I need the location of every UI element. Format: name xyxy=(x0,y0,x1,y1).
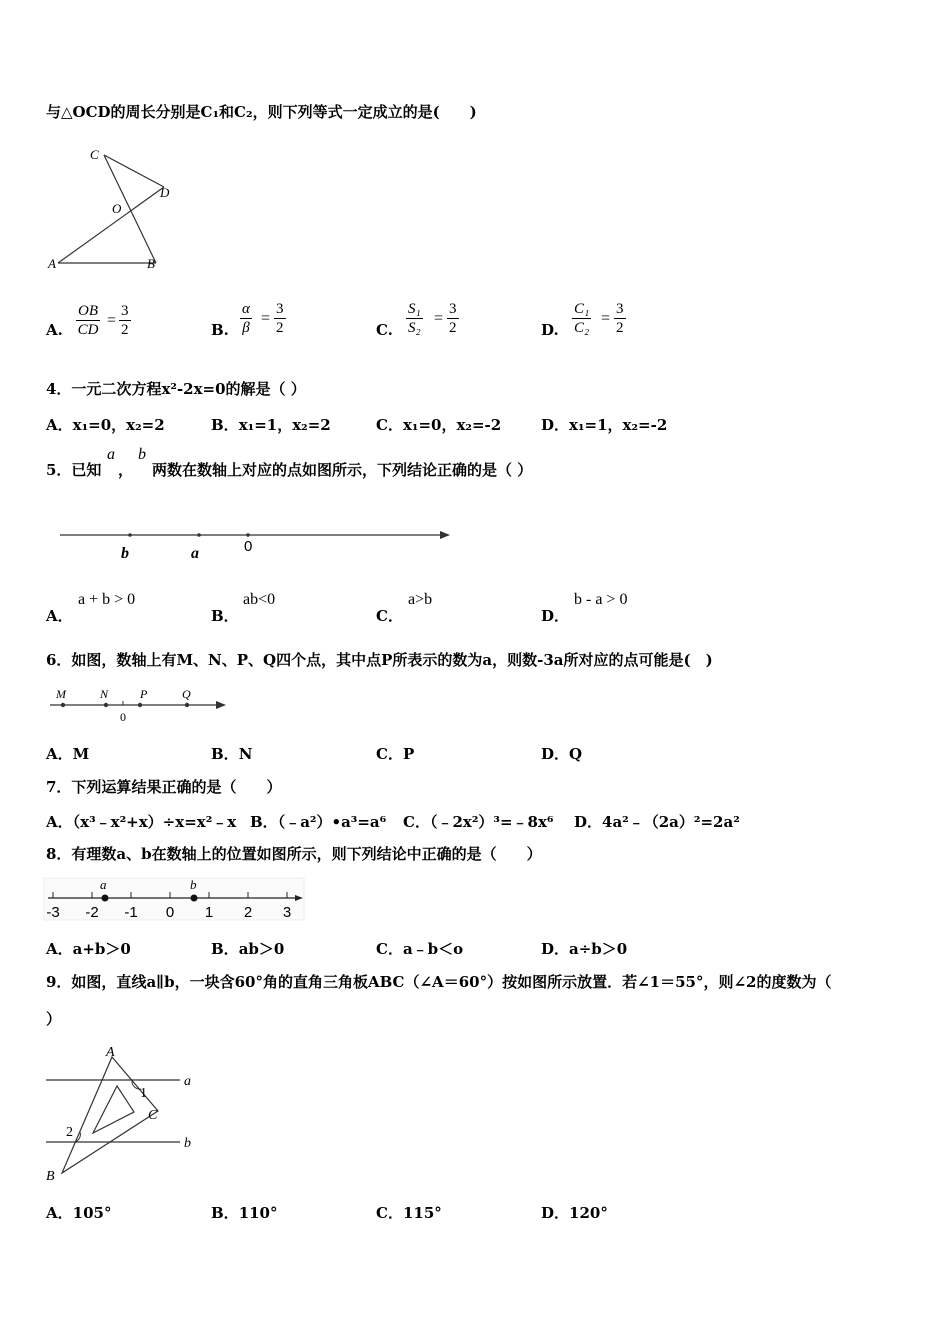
q3-option-c-ratio xyxy=(447,300,459,337)
q6-option-a-text: M xyxy=(72,745,90,763)
q9-option-c-text: 115° xyxy=(402,1204,442,1222)
q4-option-b-text: x₁=1，x₂=2 xyxy=(238,416,331,434)
q9-option-a xyxy=(46,1202,111,1223)
q9-option-c xyxy=(376,1202,442,1223)
q4-option-d-label: D． xyxy=(541,416,570,434)
q3-option-b-eq: = xyxy=(261,310,271,327)
q9-option-a-text: 105° xyxy=(72,1204,112,1222)
q6-option-b xyxy=(211,743,252,764)
q3-label-c: C xyxy=(90,147,99,162)
q9-option-a-label: A． xyxy=(46,1204,73,1222)
q5-option-d-label: D． xyxy=(541,607,570,625)
q5-stem-pre: 5．已知 xyxy=(46,461,102,479)
q3-option-a-num: OB xyxy=(78,303,98,319)
q9-stem-line1: 9．如图，直线a∥b，一块含60°角的直角三角板ABC（∠A＝60°）按如图所示放置．若∠1＝55°，则∠2的度数为（ xyxy=(46,973,832,991)
q3-option-a-den: CD xyxy=(77,322,99,338)
q5-option-c-label: C． xyxy=(376,607,403,625)
q3-label-d: D xyxy=(160,185,170,200)
q8-point-b xyxy=(191,895,198,902)
q9-label-point-c: C xyxy=(148,1108,158,1123)
q8-tick-label: 1 xyxy=(204,904,214,921)
q3-option-b-ratio xyxy=(274,300,286,337)
q3-option-b-label: B. xyxy=(211,321,229,339)
q5-sep: ， xyxy=(118,461,134,479)
q9-label-point-a: A xyxy=(106,1045,115,1060)
q8-option-a-label: A． xyxy=(46,940,73,958)
q3-option-a-fraction xyxy=(76,302,100,339)
q8-tick-label: -2 xyxy=(85,904,99,921)
q3-option-d-fraction xyxy=(572,300,591,337)
q4-option-a-label: A． xyxy=(46,416,73,434)
q5-option-a-text: a + b > 0 xyxy=(78,591,136,608)
q4-option-a-text: x₁=0，x₂=2 xyxy=(72,416,165,434)
q6-option-d xyxy=(541,743,582,764)
q9-option-d-label: D． xyxy=(541,1204,570,1222)
q7-option-b xyxy=(250,811,386,832)
q8-option-d-label: D． xyxy=(541,940,570,958)
q3-option-a-ratio xyxy=(119,302,131,339)
q9-option-b-text: 110° xyxy=(238,1204,278,1222)
q4-option-a xyxy=(46,414,165,435)
q5-option-c-text: a>b xyxy=(408,591,433,608)
q3-option-b-rden: 2 xyxy=(276,320,284,336)
q3-option-d-num: C₁ xyxy=(574,301,590,317)
q8-tick-label: 2 xyxy=(243,904,253,921)
q8-stem: 8．有理数a、b在数轴上的位置如图所示，则下列结论中正确的是（ ） xyxy=(46,845,542,863)
q8-option-d-text: a÷b＞0 xyxy=(569,940,628,958)
q6-option-a xyxy=(46,743,89,764)
q8-option-a-text: a+b＞0 xyxy=(72,940,131,958)
q4-option-c-label: C． xyxy=(376,416,403,434)
q3-option-a-label: A. xyxy=(46,321,63,339)
q5-option-b-label: B． xyxy=(211,607,239,625)
q5-number-line xyxy=(58,520,458,570)
q3-option-d-rden: 2 xyxy=(616,320,624,336)
q9-label-line-a: a xyxy=(184,1074,191,1089)
q7-option-d-label: D． xyxy=(574,813,603,831)
q8-option-b-text: ab＞0 xyxy=(238,940,285,958)
q7-option-a-text: （x³﹣x²+x）÷x=x²﹣x xyxy=(72,813,237,831)
q8-tick-label: 0 xyxy=(165,904,175,921)
q9-stem-line2: ） xyxy=(46,1010,62,1028)
q9-option-c-label: C． xyxy=(376,1204,403,1222)
q3-option-a-eq: = xyxy=(107,312,117,329)
q7-stem: 7．下列运算结果正确的是（ ） xyxy=(46,778,282,796)
q5-option-b-text: ab<0 xyxy=(243,591,276,608)
q8-number-line xyxy=(44,878,306,922)
q8-option-b-label: B． xyxy=(211,940,239,958)
q3-stem: 与△OCD的周长分别是C₁和C₂，则下列等式一定成立的是( ) xyxy=(46,103,477,121)
q7-option-a xyxy=(46,811,236,832)
q3-label-o: O xyxy=(112,201,122,216)
q3-label-a: A xyxy=(48,256,56,271)
q7-option-a-label: A． xyxy=(46,813,73,831)
q3-figure xyxy=(44,145,184,275)
q6-axis-label-m: M xyxy=(56,687,66,701)
q7-option-c xyxy=(403,811,554,832)
q5-stem-post: 两数在数轴上对应的点如图所示，下列结论正确的是（ ） xyxy=(152,461,533,479)
q3-option-b-fraction xyxy=(240,300,252,337)
q3-option-c-den: S₂ xyxy=(408,320,421,336)
q4-option-b-label: B． xyxy=(211,416,239,434)
q6-option-c-label: C． xyxy=(376,745,403,763)
q3-option-c-num: S₁ xyxy=(408,301,421,317)
q5-option-d-text: b - a > 0 xyxy=(574,591,628,608)
q9-option-b xyxy=(211,1202,278,1223)
q7-option-b-text: （﹣a²）•a³=a⁶ xyxy=(277,813,387,831)
q6-option-c-text: P xyxy=(402,745,415,763)
q3-option-c-rden: 2 xyxy=(449,320,457,336)
q3-option-d-label: D. xyxy=(541,321,559,339)
q4-option-c xyxy=(376,414,501,435)
q3-option-c-rnum: 3 xyxy=(449,301,457,317)
q9-figure xyxy=(40,1040,210,1190)
q4-option-c-text: x₁=0，x₂=-2 xyxy=(402,416,502,434)
q9-option-d-text: 120° xyxy=(569,1204,608,1222)
q6-option-b-label: B． xyxy=(211,745,239,763)
q5-var-b: b xyxy=(138,446,146,463)
q6-option-b-text: N xyxy=(238,745,253,763)
q3-option-b-den: β xyxy=(242,320,250,336)
q8-option-c-label: C． xyxy=(376,940,403,958)
q6-stem: 6．如图，数轴上有M、N、P、Q四个点，其中点P所表示的数为a，则数-3a所对应的点可能是( ) xyxy=(46,651,713,669)
q7-option-d-text: 4a²﹣（2a）²=2a² xyxy=(602,813,740,831)
q3-label-b: B xyxy=(147,256,155,271)
q8-option-d xyxy=(541,938,627,959)
q6-option-d-text: Q xyxy=(569,745,583,763)
q7-option-d xyxy=(574,811,740,832)
q8-option-b xyxy=(211,938,284,959)
q3-option-a-rden: 2 xyxy=(121,322,129,338)
q5-axis-label-b: b xyxy=(121,545,129,562)
q4-option-d-text: x₁=1，x₂=-2 xyxy=(569,416,668,434)
q4-stem: 4．一元二次方程x²-2x=0的解是（ ） xyxy=(46,380,306,398)
q3-option-c-label: C. xyxy=(376,321,393,339)
q8-option-c xyxy=(376,938,463,959)
q3-option-d-ratio xyxy=(614,300,626,337)
q6-axis-label-q: Q xyxy=(182,687,191,701)
q8-point-a xyxy=(102,895,109,902)
q3-option-c-eq: = xyxy=(434,310,444,327)
q3-option-d-den: C₂ xyxy=(574,320,590,336)
q8-tick-label: -1 xyxy=(124,904,138,921)
q9-label-line-b: b xyxy=(184,1136,191,1151)
q8-axis-label-a: a xyxy=(100,877,107,892)
q5-var-a: a xyxy=(107,446,115,463)
q9-label-point-b: B xyxy=(46,1169,55,1184)
q3-option-c-fraction xyxy=(406,300,423,337)
q8-tick-label: -3 xyxy=(46,904,60,921)
q4-option-b xyxy=(211,414,331,435)
q8-option-a xyxy=(46,938,131,959)
q5-axis-label-zero: 0 xyxy=(244,538,253,555)
q7-option-c-text: （﹣2x²）³=﹣8x⁶ xyxy=(429,813,554,831)
q6-axis-label-n: N xyxy=(100,687,109,701)
q9-label-angle-2: 2 xyxy=(66,1125,73,1140)
q9-label-angle-1: 1 xyxy=(140,1086,147,1101)
q6-number-line xyxy=(48,685,238,725)
q3-option-a-rnum: 3 xyxy=(121,303,129,319)
q3-option-d-rnum: 3 xyxy=(616,301,624,317)
q9-option-b-label: B． xyxy=(211,1204,239,1222)
q3-option-b-rnum: 3 xyxy=(276,301,284,317)
q5-axis-label-a: a xyxy=(191,545,199,562)
q7-option-b-label: B． xyxy=(250,813,278,831)
q5-option-a-label: A． xyxy=(46,607,73,625)
q6-option-a-label: A． xyxy=(46,745,73,763)
q6-axis-label-p: P xyxy=(140,687,148,701)
q3-option-b-num: α xyxy=(242,301,250,317)
q4-option-d xyxy=(541,414,667,435)
q6-option-c xyxy=(376,743,414,764)
q9-option-d xyxy=(541,1202,608,1223)
q6-axis-label-zero: 0 xyxy=(120,710,126,724)
q3-option-d-eq: = xyxy=(601,310,611,327)
q8-tick-label: 3 xyxy=(282,904,292,921)
q8-axis-label-b: b xyxy=(190,877,197,892)
q7-option-c-label: C． xyxy=(403,813,430,831)
q6-option-d-label: D． xyxy=(541,745,570,763)
q8-option-c-text: a﹣b＜o xyxy=(402,940,464,958)
